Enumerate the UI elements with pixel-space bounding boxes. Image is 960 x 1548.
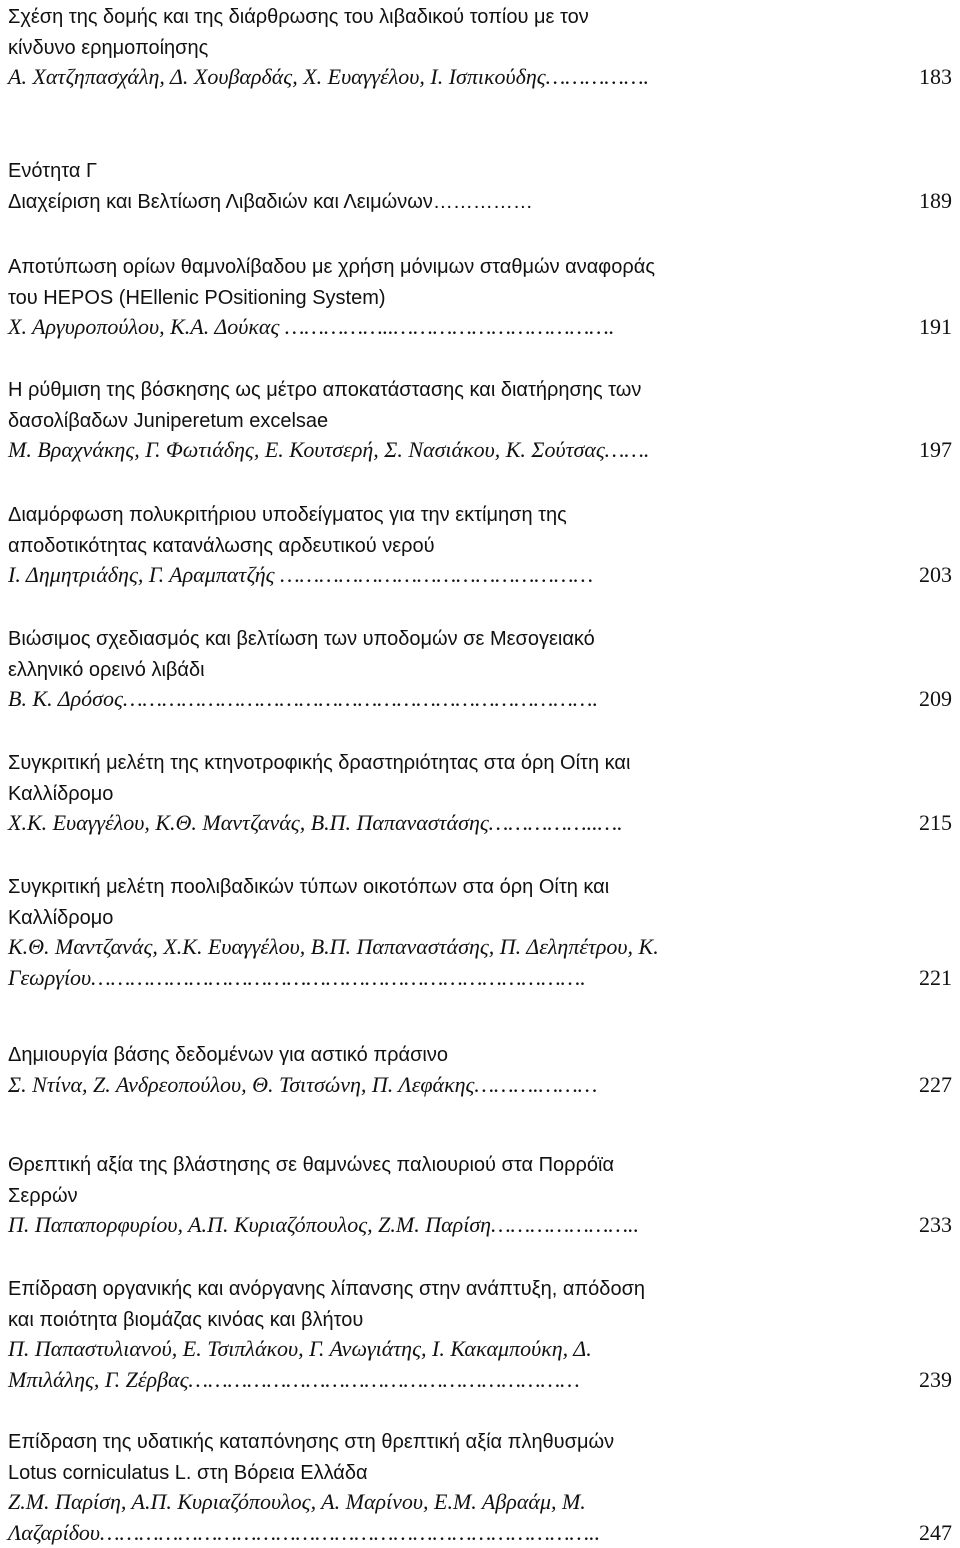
entry-authors: Μ. Βραχνάκης, Γ. Φωτιάδης, Ε. Κουτσερή, Σ. Νασιάκου, Κ. Σούτσας……. [8,437,649,462]
entry-authors: Χ.Κ. Ευαγγέλου, Κ.Θ. Μαντζανάς, Β.Π. Παπαναστάσης……………..…. [8,810,623,835]
entry-authors: Γεωργίου…………………………………………………………………. [8,965,586,990]
toc-entry [8,499,956,591]
entry-authors: Π. Παπαστυλιανού, Ε. Τσιπλάκου, Γ. Ανωγιάτης, Ι. Κακαμπούκη, Δ. [8,1336,592,1361]
entry-title: αποδοτικότητας κατανάλωσης αρδευτικού νερού [8,535,435,557]
toc-entry [8,1149,956,1241]
entry-title: και ποιότητα βιομάζας κινόας και βλήτου [8,1309,363,1331]
page-number: 183 [919,62,952,93]
page-number: 239 [919,1365,952,1396]
entry-title: Σερρών [8,1185,78,1207]
entry-title: ελληνικό ορεινό λιβάδι [8,659,205,681]
entry-authors: Σ. Ντίνα, Ζ. Ανδρεοπούλου, Θ. Τσιτσώνη, Π. Λεφάκης……….……… [8,1072,597,1097]
entry-authors: Ζ.Μ. Παρίση, Α.Π. Κυριαζόπουλος, Α. Μαρίνου, Ε.Μ. Αβραάμ, Μ. [8,1489,586,1514]
toc-entry [8,871,956,993]
page-number: 227 [919,1070,952,1101]
entry-title: Δημιουργία βάσης δεδομένων για αστικό πράσινο [8,1044,448,1066]
entry-title: Σχέση της δομής και της διάρθρωσης του λιβαδικού τοπίου με τον [8,6,589,28]
entry-title: Η ρύθμιση της βόσκησης ως μέτρο αποκατάστασης και διατήρησης των [8,379,641,401]
entry-title: Συγκριτική μελέτη της κτηνοτροφικής δραστηριότητας στα όρη Οίτη και [8,752,630,774]
toc-entry [8,1273,956,1395]
entry-title: Θρεπτική αξία της βλάστησης σε θαμνώνες παλιουριού στα Πορρόϊα [8,1154,614,1176]
toc-entry [8,1,956,93]
entry-title: Καλλίδρομο [8,783,113,805]
entry-authors: Μπιλάλης, Γ. Ζέρβας…………………………………………………… [8,1367,580,1392]
page-number: 221 [919,963,952,994]
entry-title: Επίδραση της υδατικής καταπόνησης στη θρεπτική αξία πληθυσμών [8,1431,614,1453]
page-number: 233 [919,1210,952,1241]
entry-title: Καλλίδρομο [8,907,113,929]
entry-authors: Π. Παπαπορφυρίου, Α.Π. Κυριαζόπουλος, Ζ.Μ. Παρίση………………….. [8,1212,639,1237]
toc-entry [8,1039,956,1100]
page-number: 215 [919,808,952,839]
entry-authors: Λαζαρίδου………………………………………………………………….. [8,1520,600,1545]
entry-title: Αποτύπωση ορίων θαμνολίβαδου με χρήση μόνιμων σταθμών αναφοράς [8,256,655,278]
entry-title: Συγκριτική μελέτη ποολιβαδικών τύπων οικοτόπων στα όρη Οίτη και [8,876,609,898]
entry-title: Lotus corniculatus L. στη Βόρεια Ελλάδα [8,1462,368,1484]
page-number: 209 [919,684,952,715]
entry-authors: Β. Κ. Δρόσος………………………………………………………………. [8,686,598,711]
section-label: Ενότητα Γ [8,160,97,182]
entry-title: Διαχείριση και Βελτίωση Λιβαδιών και Λειμώνων…………… [8,191,533,213]
entry-authors: Χ. Αργυροπούλου, Κ.Α. Δούκας ……………..……………………………. [8,314,614,339]
entry-title: κίνδυνο ερημοποίησης [8,37,208,59]
page-number: 191 [919,312,952,343]
entry-title: Επίδραση οργανικής και ανόργανης λίπανσης στην ανάπτυξη, απόδοση [8,1278,645,1300]
page-number: 197 [919,435,952,466]
toc-entry [8,1426,956,1548]
entry-title: Βιώσιμος σχεδιασμός και βελτίωση των υποδομών σε Μεσογειακό [8,628,595,650]
entry-authors: Κ.Θ. Μαντζανάς, Χ.Κ. Ευαγγέλου, Β.Π. Παπαναστάσης, Π. Δεληπέτρου, Κ. [8,934,659,959]
entry-authors: Ι. Δημητριάδης, Γ. Αραμπατζής ………………………………………… [8,562,593,587]
toc-entry [8,251,956,343]
page-number: 247 [919,1518,952,1548]
toc-entry [8,374,956,466]
page-number: 189 [919,186,952,217]
entry-title: του HEPOS (HEllenic POsitioning System) [8,287,386,309]
entry-title: δασολίβαδων Juniperetum excelsae [8,410,328,432]
entry-title: Διαμόρφωση πολυκριτήριου υποδείγματος για την εκτίμηση της [8,504,567,526]
entry-authors: Α. Χατζηπασχάλη, Δ. Χουβαρδάς, Χ. Ευαγγέλου, Ι. Ισπικούδης……………. [8,64,649,89]
toc-entry [8,155,956,216]
toc-entry [8,747,956,839]
page-number: 203 [919,560,952,591]
toc-entry [8,623,956,715]
